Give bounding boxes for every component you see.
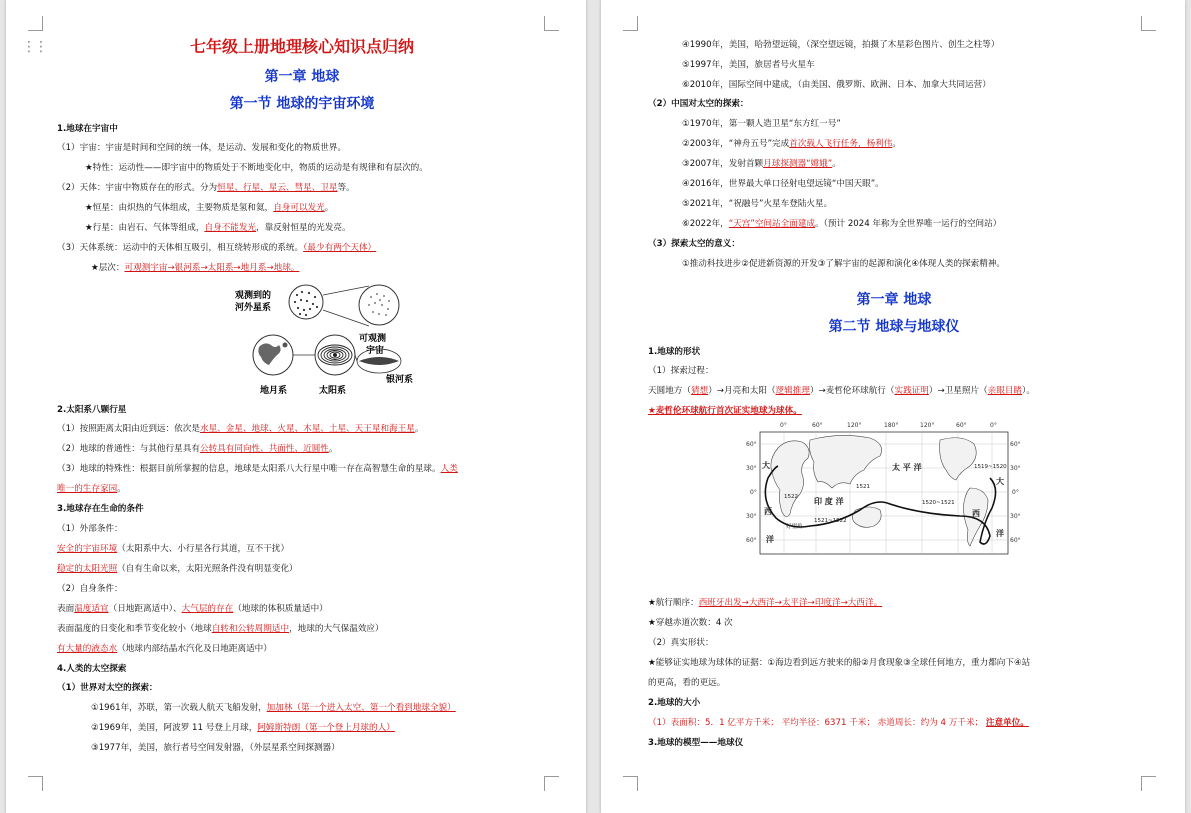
china-line5: ⑤2021年，“祝融号”火星车登陆火星。 [682,199,833,209]
map-lat-labels-right [1010,441,1021,544]
svg-text:0°: 0° [990,422,997,429]
shape-heading: 1.地球的形状 [648,347,701,357]
svg-text:1520~1521: 1520~1521 [922,500,955,506]
document-page-right [601,0,1185,813]
s1-line5: ★行星：由岩石、气体等组成，自身不能发光，靠反射恒星的光发亮。 [85,223,351,233]
svg-text:太 平 洋: 太 平 洋 [892,463,922,472]
magellan-note: ★麦哲伦环球航行首次证实地球为球体。 [648,406,802,416]
page-corner-mark [1141,776,1156,791]
s1-line6: （3）天体系统：运动中的天体相互吸引，相互绕转形成的系统。（最少有两个天体） [57,243,377,253]
svg-text:洋: 洋 [766,535,774,544]
svg-text:西: 西 [764,507,772,516]
s1-line7: ★层次：可观测宇宙→银河系→太阳系→地月系→地球。 [91,263,300,273]
page-corner-mark [544,776,559,791]
meaning-line: ①推动科技进步②促进新资源的开发③了解宇宙的起源和演化④体现人类的探索精神。 [682,259,1006,269]
s3-heading: 3.地球存在生命的条件 [57,504,144,514]
svg-text:0°: 0° [780,422,787,429]
svg-text:好望角: 好望角 [786,524,803,530]
s2-line4: 唯一的生存家园。 [57,484,126,494]
s1-line3: （2）天体：宇宙中物质存在的形式。分为恒星、行星、星云、彗星、卫星等。 [57,183,355,193]
model-heading: 3.地球的模型——地球仪 [648,738,744,748]
s2-heading: 2.太阳系八颗行星 [57,405,127,415]
china-line4: ④2016年，世界最大单口径射电望远镜“中国天眼”。 [682,179,884,189]
svg-text:1519~1520: 1519~1520 [974,464,1007,470]
s1-line4: ★恒星：由炽热的气体组成，主要物质是氢和氦，自身可以发光。 [85,203,334,213]
svg-text:印 度 洋: 印 度 洋 [814,497,844,506]
fig-label-observable2: 宇宙 [366,346,385,356]
svg-text:30°: 30° [1010,465,1021,472]
evidence-line2: 的更高，看的更远。 [648,678,726,688]
page-corner-mark [623,776,638,791]
document-title: 七年级上册地理核心知识点归纳 [189,37,414,56]
true-shape-line: （2）真实形状： [648,638,714,648]
svg-text:60°: 60° [812,422,823,429]
svg-text:1522: 1522 [784,494,798,500]
chapter-heading: 第一章 地球 [264,69,340,85]
svg-text:60°: 60° [1010,537,1021,544]
svg-text:120°: 120° [847,422,862,429]
route-line: ★航行顺序：西班牙出发→大西洋→太平洋→印度洋→大西洋。 [648,598,883,608]
svg-text:30°: 30° [746,465,757,472]
sun-icon [333,353,337,357]
moon-icon [283,343,288,348]
fig-label-solar: 太阳系 [319,386,347,396]
equator-line: ★穿越赤道次数：4 次 [648,618,733,628]
s3-line4: （2）自身条件： [57,584,123,594]
svg-text:30°: 30° [746,513,757,520]
s1-line1: （1）宇宙：宇宙是时间和空间的统一体，是运动、发展和变化的物质世界。 [57,143,347,153]
china-line3: ③2007年，发射首颗月球探测器“嫦娥”。 [682,159,841,169]
process-line: （1）探索过程： [648,366,714,376]
s2-line1: （1）按照距离太阳由近到远：依次是水星、金星、地球、火星、木星、土星、天王星和海王星。 [57,424,424,434]
s4-subheading: （1）世界对太空的探索： [57,683,158,693]
china-line2: ②2003年，“神舟五号”完成首次载人飞行任务，杨利伟。 [682,139,901,149]
svg-text:60°: 60° [746,441,757,448]
svg-text:1521~1522: 1521~1522 [814,518,847,524]
svg-text:0°: 0° [1012,489,1019,496]
document-page-left [6,0,586,813]
fig-label-earthmoon: 地月系 [260,386,288,396]
section-heading-2: 第二节 地球与地球仪 [828,319,960,335]
page-corner-mark [623,16,638,31]
evidence-line1: ★能够证实地球为球体的证据：①海边看到远方驶来的船②月食现象③全球任何地方，重力都向下④站 [648,658,1031,668]
page-corner-mark [1141,16,1156,31]
s4-line3: ③1977年，美国，旅行者号空间发射器，（外层星系空间探测器） [91,743,340,753]
s4-line1: ①1961年，苏联，第一次载人航天飞船发射，加加林（第一个进入太空、第一个看到地球全貌） [91,703,456,713]
svg-text:大: 大 [762,461,770,470]
s3-line7: 有大量的液态水（地球内部结晶水汽化及日地距离适中） [57,644,272,654]
svg-text:60°: 60° [746,537,757,544]
map-lon-labels [780,422,997,429]
s2-line2: （2）地球的普通性：与其他行星具有公转具有同向性、共面性、近圆性。 [57,444,338,454]
magellan-voyage-map [744,418,1030,570]
drag-handle-icon[interactable]: ⋮⋮ [22,39,46,55]
s3-line1: （1）外部条件： [57,524,123,534]
page-corner-mark [28,776,43,791]
s3-line6: 表面温度的日变化和季节变化较小（地球自转和公转周期适中，地球的大气保温效应） [57,624,384,634]
r-line3: ⑥2010年，国际空间中建成，（由美国、俄罗斯、欧洲、日本、加拿大共同运营） [682,80,991,90]
svg-text:1521: 1521 [856,484,870,490]
china-line6: ⑥2022年，“天宫”空间站全面建成。（预计 2024 年称为全世界唯一运行的空间站） [682,219,1002,229]
size-heading: 2.地球的大小 [648,698,701,708]
cosmic-hierarchy-figure [189,283,414,399]
page-corner-mark [544,16,559,31]
map-lat-labels-left [746,441,757,544]
s1-line2: ★特性：运动性——即宇宙中的物质处于不断地变化中，物质的运动是有规律和有层次的。 [85,163,428,173]
svg-text:60°: 60° [1010,441,1021,448]
s1-heading: 1.地球在宇宙中 [57,124,118,134]
s4-line2: ②1969年，美国，阿波罗 11 号登上月球，阿姆斯特朗（第一个登上月球的人） [91,723,395,733]
process-chain: 天圆地方（猜想）→月亮和太阳（逻辑推理）→麦哲伦环球航行（实践证明）→卫星照片（亲眼目睹）。 [648,386,1035,396]
observable-universe-circle [359,285,399,325]
australia-shape [852,507,881,527]
svg-text:60°: 60° [956,422,967,429]
svg-text:180°: 180° [884,422,899,429]
r-line2: ⑤1997年，美国，旅居者号火星车 [682,60,815,70]
fig-label-milkyway: 银河系 [386,375,414,385]
size-line: （1）表面积：5．1 亿平方千米； 平均半径：6371 千米； 赤道周长：约为 4 万千米； 注意单位。 [648,718,1029,728]
svg-text:120°: 120° [920,422,935,429]
s2-line3: （3）地球的特殊性：根据目前所掌握的信息，地球是太阳系八大行星中唯一存在高智慧生命的星球。人类 [57,464,458,474]
milky-way-disk-icon [359,357,399,365]
fig-label-outer2: 河外星系 [235,303,272,313]
svg-text:西: 西 [972,509,980,518]
china-line1: ①1970年，第一颗人造卫星“东方红一号” [682,119,841,129]
meaning-heading: （3）探索太空的意义： [648,239,740,249]
china-heading: （2）中国对太空的探索： [648,99,749,109]
s3-line5: 表面温度适宜（日地距离适中）、大气层的存在（地球的体积质量适中） [57,604,328,614]
fig-label-observable: 可观测 [359,334,387,344]
svg-text:大: 大 [996,477,1004,486]
r-line1: ④1990年，美国，哈勃望远镜，（深空望远镜，拍摄了木星彩色图片、创生之柱等） [682,40,1000,50]
s4-heading: 4.人类的太空探索 [57,664,127,674]
svg-text:30°: 30° [1010,513,1021,520]
s3-line2: 安全的宇宙环境（太阳系中大、小行星各行其道，互不干扰） [57,544,290,554]
page-corner-mark [28,16,43,31]
chapter-heading-2: 第一章 地球 [856,292,932,308]
svg-text:0°: 0° [750,489,757,496]
fig-label-outer: 观测到的 [235,291,272,301]
s3-line3: 稳定的太阳光照（自有生命以来，太阳光照条件没有明显变化） [57,564,298,574]
section-heading: 第一节 地球的宇宙环境 [229,96,375,112]
svg-text:洋: 洋 [996,529,1004,538]
